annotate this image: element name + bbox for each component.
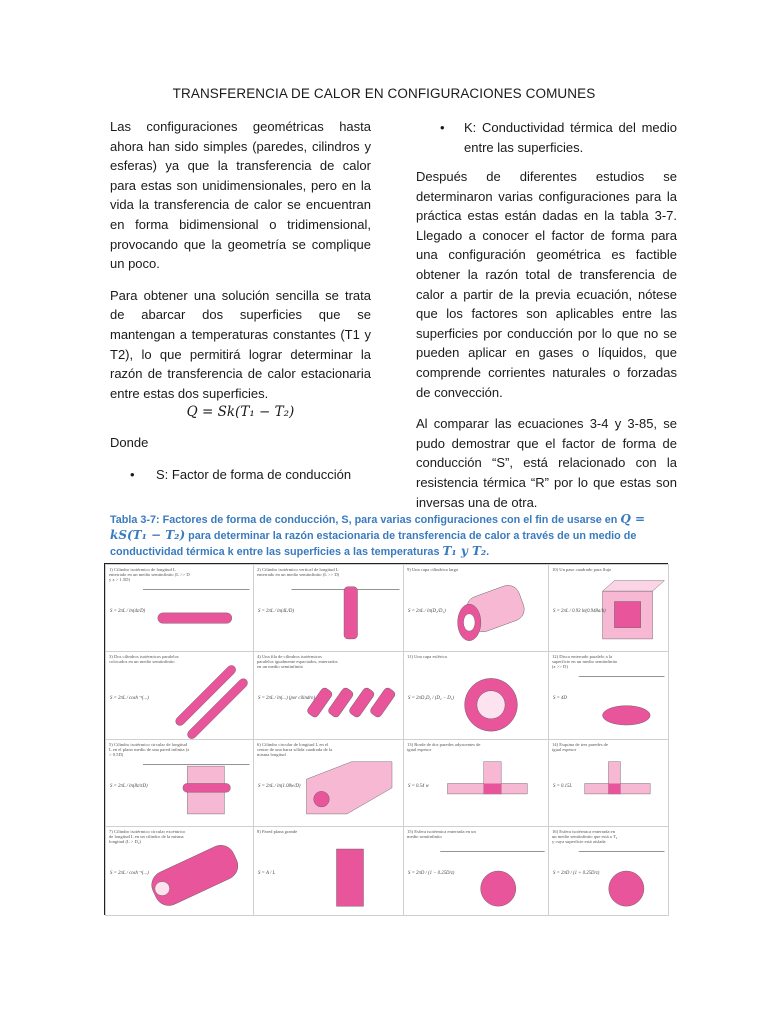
eccentric-drawing — [147, 841, 242, 910]
cell-equation: S = 2πD₁D₂ / (D₂ − D₁) — [408, 696, 454, 701]
cell-equation: S = 2πL / cosh⁻¹(...) — [110, 871, 149, 876]
edge-drawing — [448, 762, 528, 794]
sphere-shell-drawing — [465, 678, 518, 731]
table-cell — [548, 651, 669, 741]
cell-equation: S = 0.15L — [553, 783, 573, 789]
cell-label: 15) Esfera isotérmica enterrada en un medio semiinfinito — [407, 829, 476, 840]
cell-equation: S = 2πD / (1 − 0.25D/z) — [408, 871, 455, 876]
paragraph: Al comparar las ecuaciones 3-4 y 3-85, se pudo demostrar que el factor de forma de conducción “S”, está relacionado con la resistencia térmica “R” por lo que estas son inversas una de otra. — [416, 416, 677, 510]
bullet-item — [130, 467, 351, 482]
cyl-in-wall-drawing — [143, 764, 250, 814]
table-cell — [253, 651, 405, 741]
paragraph: Las configuraciones geométricas hasta ahora han sido simples (paredes, cilindros y esferas) ya que la transferencia de calor para estas son unidimensionales, pero en la vida la transferencia de calor se encuentran en forma bidimensional o tridimensional, provocando que la geometría se complique un poco. — [110, 119, 371, 272]
cell-equation: S = 2πL / ln(1.08w/D) — [258, 783, 301, 789]
table-cell — [253, 564, 405, 653]
vertical-cylinder-drawing — [292, 587, 400, 639]
bullet-text: S: Factor de forma de conducción — [156, 467, 352, 482]
cell-label: 4) Una fila de cilindros isotérmicos paralelos igualmente espaciados, enterrados en un medio semiinfinito — [257, 654, 338, 670]
row-cylinders-drawing — [306, 686, 396, 718]
cyl-shell-drawing — [458, 582, 528, 641]
cell-equation: S = A / L — [258, 871, 276, 876]
caption-text: . — [486, 545, 490, 558]
right-column — [416, 167, 677, 524]
document-title: TRANSFERENCIA DE CALOR EN CONFIGURACIONES COMUNES — [172, 86, 596, 101]
formula: Q = Sk(T₁ − T₂) — [186, 404, 295, 420]
table-cell — [105, 739, 255, 828]
sphere-insulated-drawing — [579, 852, 665, 907]
table-cell — [105, 826, 255, 916]
cell-equation: S = 2πL / ln(4z/D) — [110, 608, 146, 614]
cell-label: 3) Dos cilindros isotérmicos paralelos colocados en un medio semiinfinito — [109, 654, 179, 665]
two-cylinders-drawing — [174, 664, 250, 740]
cell-label: 7) Cilindro isotérmico circular excéntrico de longitud L en un cilindro de la misma longitud (L > D₂) — [109, 829, 186, 845]
cell-illustration — [254, 827, 404, 915]
table-caption — [110, 512, 670, 559]
bullet-icon: • — [130, 467, 135, 482]
table-cell — [403, 826, 550, 916]
cell-equation: S = 2πL / cosh⁻¹(...) — [110, 696, 149, 701]
cell-equation: S = 2πD / (1 + 0.25D/z) — [553, 871, 600, 876]
disk-drawing — [579, 677, 665, 725]
buried-sphere-drawing — [440, 852, 544, 907]
cell-label: 8) Pared plana grande — [257, 829, 298, 834]
bullet-icon: • — [440, 120, 445, 135]
cell-equation: S = 2πL / ln(8z/πD) — [110, 783, 148, 789]
cell-equation: S = 2πL / 0.93 ln(0.948a/b) — [553, 608, 606, 614]
table-cell — [253, 739, 405, 828]
bullet-text: K: Conductividad térmica del medio entre las superficies. — [464, 120, 677, 155]
cell-label: 11) Una capa esférica — [407, 654, 447, 659]
square-flow-drawing — [603, 581, 665, 639]
cell-label: 14) Esquina de tres paredes de igual espesor — [552, 742, 608, 753]
cell-equation: S = 2πL / ln(4L/D) — [258, 608, 294, 614]
caption-text: Tabla 3-7: Factores de forma de conducción, S, para varias configuraciones con el fin de usarse en — [110, 514, 621, 526]
table-cell — [548, 739, 669, 828]
table-cell — [403, 651, 550, 741]
plane-wall-drawing — [337, 849, 364, 906]
cell-label: 9) Una capa cilíndrica larga — [407, 567, 458, 572]
bullet-item — [440, 118, 677, 157]
cell-equation: S = 0.54 w — [408, 783, 429, 789]
cell-equation: S = 2πL / ln(D₂/D₁) — [408, 608, 446, 614]
cell-equation: S = 4D — [553, 696, 567, 701]
caption-text: para determinar la razón estacionaria de transferencia de calor a través de un medio de conductividad térmica k entre las superficies a las temperaturas — [110, 529, 637, 558]
left-column — [110, 117, 371, 415]
table-cell — [105, 651, 255, 741]
cell-equation: S = 2πL / ln(...) (por cilindro) — [258, 696, 315, 701]
cell-label: 13) Borde de dos paredes adyacentes de igual espesor — [407, 742, 481, 753]
table-cell — [403, 564, 550, 653]
cell-label: 10) Un paso cuadrado para flujo — [552, 567, 612, 572]
buried-cylinder-drawing — [143, 589, 250, 623]
table-cell — [105, 564, 255, 653]
cell-label: 2) Cilindro isotérmico vertical de longitud L enterrado en un medio semiinfinito (L >> D) — [257, 567, 340, 578]
table-cell — [253, 826, 405, 916]
table-cell — [548, 564, 669, 653]
paragraph: Después de diferentes estudios se determinaron varias configuraciones para la práctica estas están dadas en la tabla 3-7. Llegado a conocer el factor de forma para una configuración geométrica es factible obtener la razón total de transferencia de calor a partir de la previa ecuación, nótese que los factores son aplicables entre las superficies por conducción por lo que no se pueden aplicar en gases o líquidos, que comprende corrientes naturales o forzadas de convección. — [416, 169, 677, 400]
donde-label: Donde — [110, 435, 149, 450]
cell-label: 1) Cilindro isotérmico de longitud L enterrado en un medio semiinfinito (L >> D y z > 1.5D) — [109, 567, 190, 583]
cell-label: 5) Cilindro isotérmico circular de longitud L en el plano medio de una pared infinita (z > 0.5D) — [109, 742, 190, 758]
table-cell — [403, 739, 550, 828]
table-cell — [548, 826, 669, 916]
caption-formula: T₁ y T₂ — [442, 543, 487, 558]
cyl-in-bar-drawing — [307, 762, 393, 814]
corner-drawing — [585, 762, 650, 794]
shape-factor-table — [104, 563, 668, 915]
caption-formula: Q = kS(T₁ − T₂) — [110, 512, 646, 542]
cell-label: 16) Esfera isotérmica enterrada en un medio semiinfinito que está a T₂ y cuya superficie está aislada — [552, 829, 618, 845]
cell-label: 6) Cilindro circular de longitud L en el centro de una barra sólida cuadrada de la misma longitud — [257, 742, 333, 758]
cell-label: 12) Disco enterrado paralelo a la superficie en un medio semiinfinito (z >> D) — [552, 654, 618, 670]
paragraph: Para obtener una solución sencilla se trata de abarcar dos superficies que se mantengan a temperaturas constantes (T1 y T2), lo que permitirá lograr determinar la razón de transferencia de calor estacionaria entre estas dos superficies. — [110, 287, 371, 401]
